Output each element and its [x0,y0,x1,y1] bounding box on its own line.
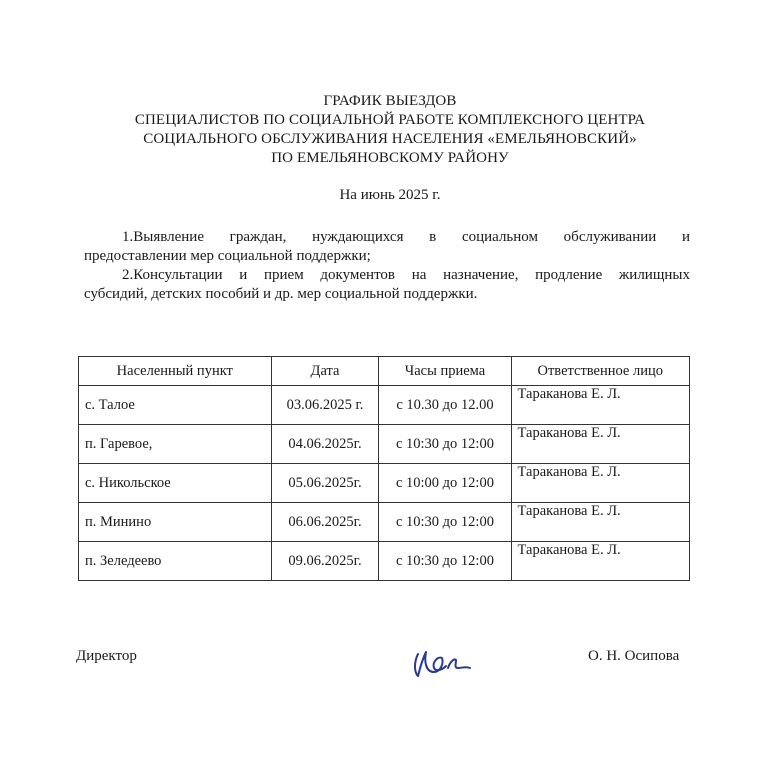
cell-place: п. Гаревое, [79,425,272,464]
title-line: ПО ЕМЕЛЬЯНОВСКОМУ РАЙОНУ [271,150,509,166]
purpose-paragraph-1 [84,228,690,266]
cell-place: п. Зеледеево [79,542,272,581]
period-label: На июнь 2025 г. [339,187,441,203]
title-line: ГРАФИК ВЫЕЗДОВ [323,93,457,109]
table-header-row [79,357,690,386]
handwritten-signature [404,638,484,682]
column-header-date: Дата [271,357,379,386]
cell-person: Тараканова Е. Л. [511,503,689,542]
cell-person: Тараканова Е. Л. [511,386,689,425]
purpose-line: 1.Выявление граждан, нуждающихся в социальном обслуживании и [122,229,690,245]
cell-person: Тараканова Е. Л. [511,542,689,581]
cell-hours: с 10.30 до 12.00 [379,386,511,425]
cell-person: Тараканова Е. Л. [511,425,689,464]
purpose-line: субсидий, детских пособий и др. мер социальной поддержки. [84,286,478,302]
cell-place: с. Талое [79,386,272,425]
cell-person: Тараканова Е. Л. [511,464,689,503]
table-row [79,464,690,503]
title-line: СПЕЦИАЛИСТОВ ПО СОЦИАЛЬНОЙ РАБОТЕ КОМПЛЕКСНОГО ЦЕНТРА [134,112,646,128]
cell-place: п. Минино [79,503,272,542]
cell-date: 04.06.2025г. [271,425,379,464]
table-row [79,386,690,425]
cell-place: с. Никольское [79,464,272,503]
column-header-hours: Часы приема [379,357,511,386]
column-header-place: Населенный пункт [79,357,272,386]
table-row [79,542,690,581]
cell-hours: с 10:00 до 12:00 [379,464,511,503]
cell-date: 05.06.2025г. [271,464,379,503]
cell-hours: с 10:30 до 12:00 [379,503,511,542]
column-header-person: Ответственное лицо [511,357,689,386]
purpose-line: 2.Консультации и прием документов на назначение, продление жилищных [122,267,690,283]
document-title [60,92,720,168]
cell-date: 09.06.2025г. [271,542,379,581]
cell-hours: с 10:30 до 12:00 [379,542,511,581]
signatory-name: О. Н. Осипова [588,648,680,664]
table-row [79,503,690,542]
cell-date: 06.06.2025г. [271,503,379,542]
schedule-table [78,356,690,581]
purpose-line: предоставлении мер социальной поддержки; [84,248,371,264]
purpose-paragraph-2 [84,266,690,304]
table-row [79,425,690,464]
signatory-role: Директор [76,648,137,664]
cell-hours: с 10:30 до 12:00 [379,425,511,464]
cell-date: 03.06.2025 г. [271,386,379,425]
title-line: СОЦИАЛЬНОГО ОБСЛУЖИВАНИЯ НАСЕЛЕНИЯ «ЕМЕЛЬЯНОВСКИЙ» [143,131,637,147]
